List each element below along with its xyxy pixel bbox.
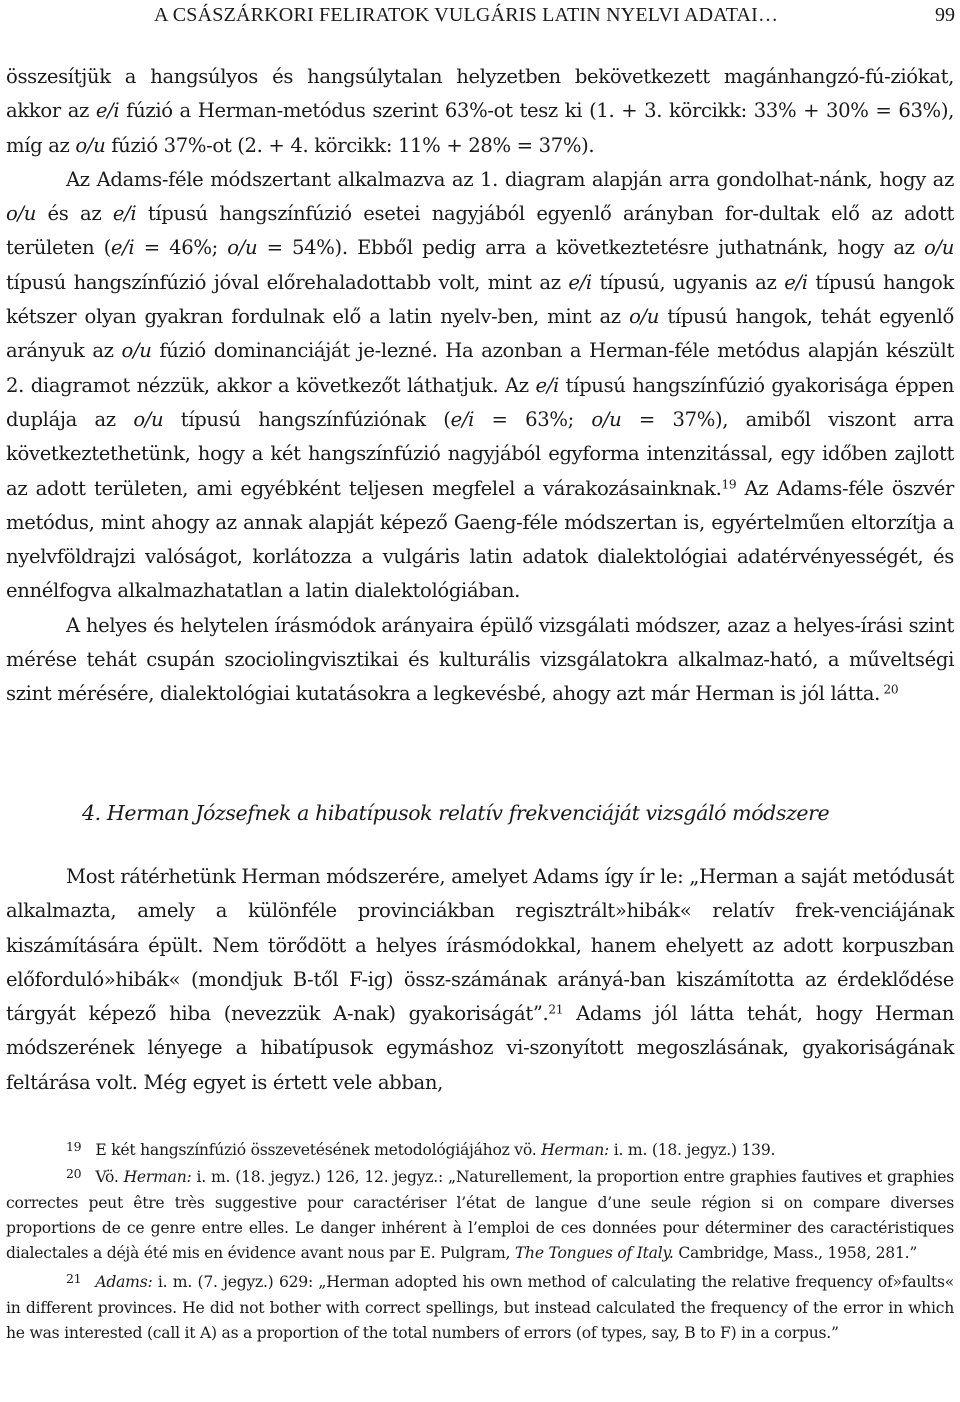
footnote-ref: 21 bbox=[548, 1002, 564, 1017]
text-run: és az bbox=[35, 202, 113, 226]
footnote bbox=[6, 1165, 954, 1266]
italic-term: o/u bbox=[75, 133, 106, 157]
footnotes bbox=[6, 1138, 954, 1346]
paragraph bbox=[6, 60, 954, 163]
body-text bbox=[6, 60, 954, 712]
italic-term: Herman: bbox=[123, 1168, 192, 1187]
text-run: A helyes és helytelen írásmódok arányaira épülő vizsgálati módszer, azaz a helyes-írási szint mérése tehát csupán szociolingvisztikai és kulturális vizsgálatokra alkalmaz-ható, a műveltségi szint mérésére, dialektológiai kutatásokra a legkevésbé, ahogy azt már Herman is jól látta. bbox=[6, 613, 954, 706]
text-run: típusú, ugyanis az bbox=[591, 270, 785, 294]
running-head: A CSÁSZÁRKORI FELIRATOK VULGÁRIS LATIN NYELVI ADATAI… bbox=[154, 4, 779, 26]
page-number: 99 bbox=[935, 4, 955, 26]
text-run: fúzió a Herman-metódus szerint 63%-ot tesz ki (1. + 3. körcikk: 33% + 30% = 63%), míg az bbox=[6, 99, 954, 157]
italic-term: o/u bbox=[924, 236, 954, 260]
text-run: típusú hangszínfúzió gyakorisága éppen duplája az bbox=[6, 373, 954, 431]
text-run: összesítjük a hangsúlyos és hangsúlytalan helyzetben bekövetkezett magánhangzó-fú-ziókat, akkor az bbox=[6, 65, 954, 123]
text-run: = 37%), amiből viszont arra következtethetünk, hogy a két hangszínfúzió nagyjából egyforma intenzitással, egy időben zajlott az adott területen, ami egyébként teljesen megfelel a várakozásainknak. bbox=[6, 407, 954, 500]
footnote bbox=[6, 1270, 954, 1346]
italic-term: o/u bbox=[133, 407, 164, 431]
text-run: i. m. (18. jegyz.) 126, 12. jegyz.: „Naturellement, la proportion entre graphies fautives et graphies correctes peut être très suggestive pour caractériser l’état de langue d’une seule région si on compare diverses proportions de ce genre entre elles. Le danger inhérent à l’emploi de ces données pour déterminer des caractéristiques dialectales a déjà été mis en évidence avant nous par E. Pulgram, bbox=[6, 1168, 955, 1263]
footnote-number: 20 bbox=[66, 1165, 82, 1181]
italic-term: e/i bbox=[568, 270, 592, 294]
text-run: i. m. (7. jegyz.) 629: „Herman adopted his own method of calculating the relative frequency of»faults« in different provinces. He did not bother with correct spellings, but instead calculated the frequency of the error in which he was interested (call it A) as a proportion of the total numbers of errors (of types, say, B to F) in a corpus.” bbox=[6, 1273, 954, 1343]
text-run: típusú hangok, tehát egyenlő arányuk az bbox=[6, 305, 954, 363]
text-run: Adams jól látta tehát, hogy Herman módszerének lényege a hibatípusok egymáshoz vi-szonyított megoszlásának, gyakoriságának feltárása volt. Még egyet is értett vele abban, bbox=[6, 1002, 954, 1094]
italic-term: e/i bbox=[95, 99, 120, 123]
page-header bbox=[5, 4, 955, 28]
text-run: i. m. (18. jegyz.) 139. bbox=[609, 1141, 776, 1159]
italic-term: The Tongues of Italy. bbox=[514, 1244, 674, 1263]
text-run: típusú hangszínfúzió jóval előrehaladottabb volt, mint az bbox=[6, 270, 569, 294]
paragraph bbox=[6, 860, 954, 1100]
italic-term: e/i bbox=[784, 270, 808, 294]
footnote-number: 21 bbox=[66, 1271, 82, 1287]
section-heading: 4. Herman Józsefnek a hibatípusok relatív frekvenciáját vizsgáló módszere bbox=[82, 801, 830, 825]
text-run: Cambridge, Mass., 1958, 281.” bbox=[673, 1244, 918, 1263]
text-run: = 63%; bbox=[474, 407, 592, 431]
text-run: típusú hangszínfúzió esetei nagyjából egyenlő arányban for-dultak elő az adott területen ( bbox=[6, 202, 954, 260]
footnote-ref: 20 bbox=[879, 682, 899, 697]
italic-term: o/u bbox=[629, 305, 660, 329]
text-run: Az Adams-féle módszertant alkalmazva az 1. diagram alapján arra gondolhat-nánk, hogy az bbox=[66, 167, 954, 191]
italic-term: Adams: bbox=[95, 1273, 153, 1292]
italic-term: o/u bbox=[227, 236, 258, 260]
italic-term: o/u bbox=[6, 202, 36, 226]
italic-term: e/i bbox=[450, 407, 474, 431]
text-run: fúzió dominanciáját je-lezné. Ha azonban a Herman-féle metódus alapján készült 2. diagramot nézzük, akkor a következőt láthatjuk. Az bbox=[6, 339, 954, 397]
text-run: Most rátérhetünk Herman módszerére, amelyet Adams így ír le: „Herman a saját metódusát alkalmazta, amely a különféle provinciákban regisztrált»hibák« relatív frek-venciájának kiszámítására épült. Nem törődött a helyes írásmódokkal, hanem ehelyett az adott korpuszban előforduló»hibák« (mondjuk B-től F-ig) össz-számának arányá-ban kiszámította az érdeklődése tárgyát képező hiba (nevezzük A-nak) gyakoriságát”. bbox=[6, 865, 954, 1026]
paragraph bbox=[6, 163, 954, 609]
italic-term: o/u bbox=[591, 407, 622, 431]
text-run: fúzió 37%-ot (2. + 4. körcikk: 11% + 28% = 37%). bbox=[105, 133, 595, 157]
text-run: = 54%). Ebből pedig arra a következtetésre juthatnánk, hogy az bbox=[257, 236, 925, 260]
section-text bbox=[6, 860, 954, 1100]
text-run: E két hangszínfúzió összevetésének metodológiájához vö. bbox=[95, 1141, 542, 1159]
footnote bbox=[6, 1138, 954, 1163]
italic-term: e/i bbox=[535, 373, 559, 397]
footnote-ref: 19 bbox=[721, 476, 737, 491]
footnote-number: 19 bbox=[66, 1138, 82, 1154]
italic-term: o/u bbox=[121, 339, 152, 363]
italic-term: e/i bbox=[112, 202, 137, 226]
text-run: = 46%; bbox=[134, 236, 228, 260]
text-run: Vö. bbox=[95, 1168, 124, 1187]
text-run: Az Adams-féle öszvér metódus, mint ahogy az annak alapját képező Gaeng-féle módszertan is, egyértelműen eltorzítja a nyelvföldrajzi valóságot, korlátozza a vulgáris latin adatok dialektológiai adatérvényességét, és ennélfogva alkalmazhatatlan a latin dialektológiában. bbox=[6, 476, 954, 603]
text-run: típusú hangszínfúziónak ( bbox=[163, 407, 451, 431]
italic-term: Herman: bbox=[541, 1141, 610, 1159]
text-run: típusú hangok kétszer olyan gyakran fordulnak elő a latin nyelv-ben, mint az bbox=[6, 270, 955, 329]
paragraph bbox=[6, 609, 954, 712]
italic-term: e/i bbox=[110, 236, 135, 260]
